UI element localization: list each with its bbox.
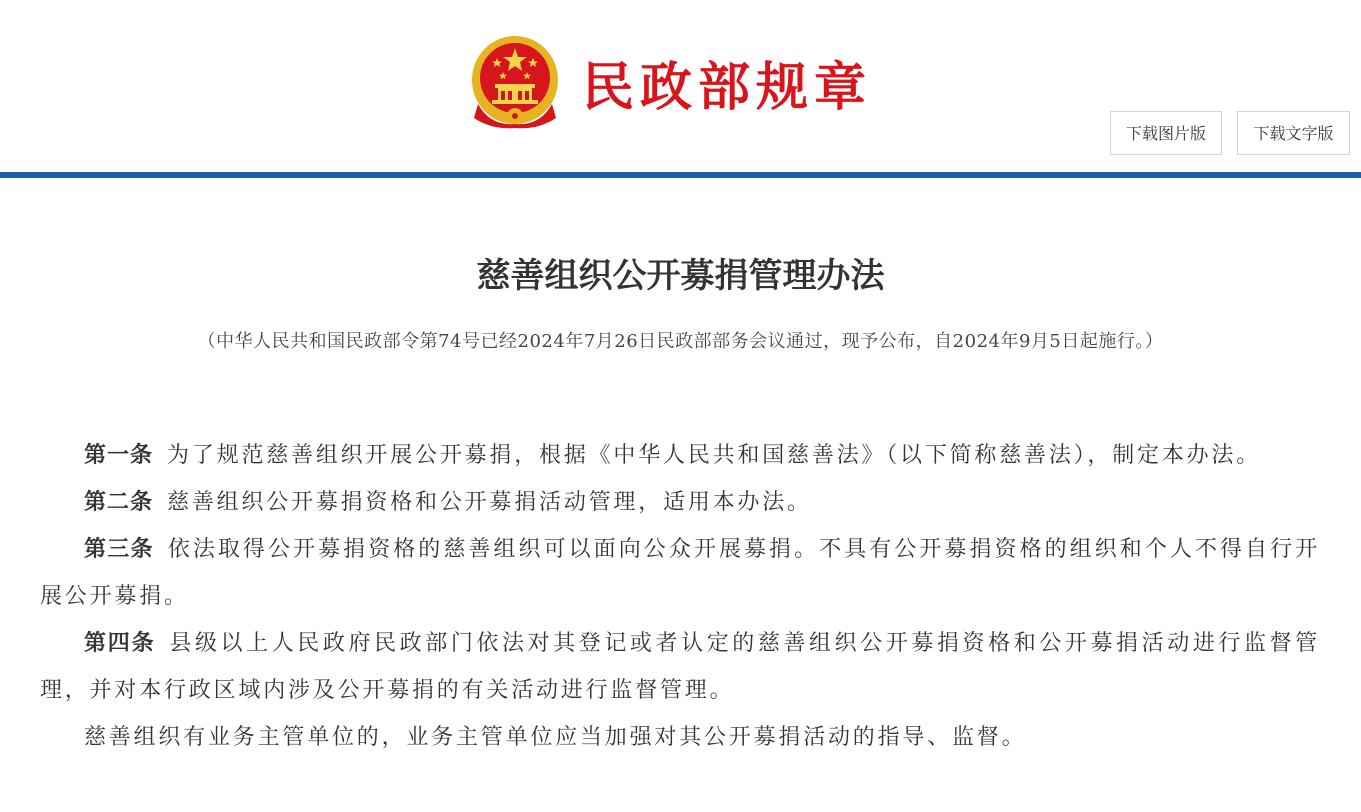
body-paragraph <box>40 714 1320 761</box>
article-paragraph <box>40 620 1320 714</box>
brand-title: 民政部规章 <box>582 57 873 118</box>
article-number: 第一条 <box>84 443 154 468</box>
article-paragraph <box>40 432 1320 479</box>
download-image-version-button[interactable]: 下载图片版 <box>1110 111 1222 155</box>
article-number: 第二条 <box>84 490 154 515</box>
document-subtitle: （中华人民共和国民政部令第74号已经2024年7月26日民政部部务会议通过，现予公布，自2024年9月5日起施行。） <box>197 331 1164 352</box>
article-paragraph <box>40 526 1320 620</box>
document-title: 慈善组织公开募捐管理办法 <box>476 256 885 296</box>
article-text: 慈善组织公开募捐资格和公开募捐活动管理，适用本办法。 <box>167 490 812 515</box>
article-text: 依法取得公开募捐资格的慈善组织可以面向公众开展募捐。不具有公开募捐资格的组织和个人不得自行开展公开募捐。 <box>40 537 1320 609</box>
article-number: 第三条 <box>84 537 154 562</box>
paragraph-text: 慈善组织有业务主管单位的，业务主管单位应当加强对其公开募捐活动的指导、监督。 <box>84 725 1027 750</box>
page-header <box>0 0 1361 172</box>
national-emblem-icon <box>470 34 560 130</box>
article-paragraph <box>40 479 1320 526</box>
article-text: 为了规范慈善组织开展公开募捐，根据《中华人民共和国慈善法》（以下简称慈善法），制定本办法。 <box>167 443 1262 468</box>
article-text: 县级以上人民政府民政部门依法对其登记或者认定的慈善组织公开募捐资格和公开募捐活动进行监督管理，并对本行政区域内涉及公开募捐的有关活动进行监督管理。 <box>40 631 1320 703</box>
document-body <box>40 432 1320 761</box>
download-text-version-button[interactable]: 下载文字版 <box>1237 111 1350 155</box>
article-number: 第四条 <box>84 631 156 656</box>
header-divider <box>0 172 1361 178</box>
